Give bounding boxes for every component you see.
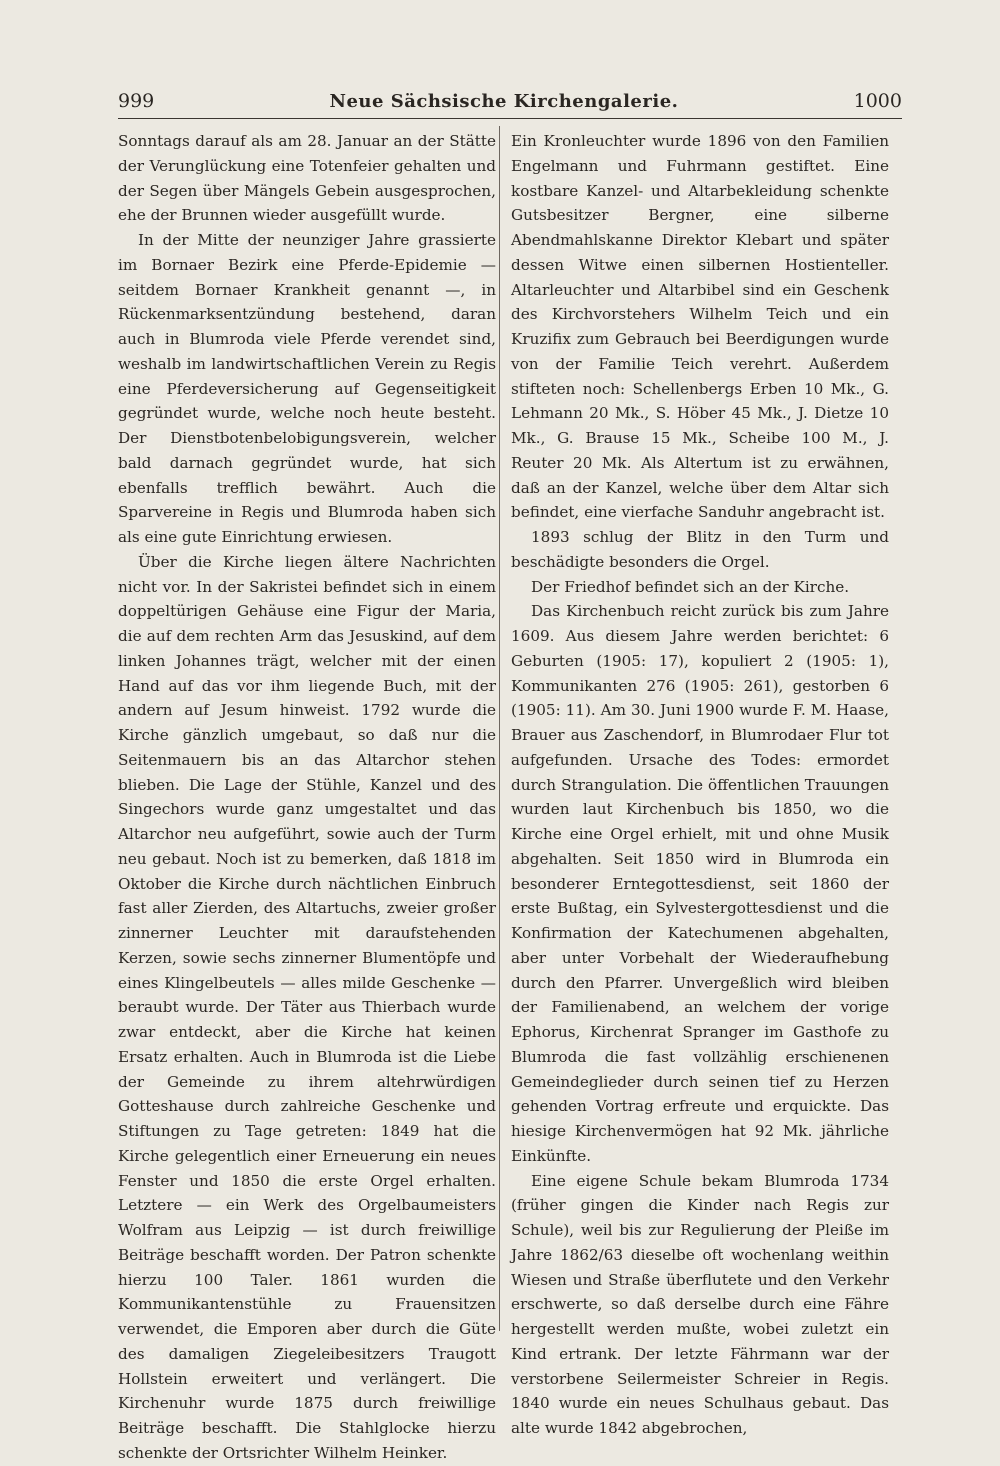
right-column: [511, 129, 889, 1441]
paragraph: Ein Kronleuchter wurde 1896 von den Familien Engelmann und Fuhrmann gestiftet. Eine kostbare Kanzel- und Altarbekleidung schenkte Gutsbesitzer Bergner, eine silberne Abendmahlskanne Direktor Klebart und später dessen Witwe einen silbernen Hostienteller. Altarleuchter und Altarbibel sind ein Geschenk des Kirchvorstehers Wilhelm Teich und ein Kruzifix zum Gebrauch bei Beerdigungen wurde von der Familie Teich verehrt. Außerdem stifteten noch: Schellenbergs Erben 10 Mk., G. Lehmann 20 Mk., S. Höber 45 Mk., J. Dietze 10 Mk., G. Brause 15 Mk., Scheibe 100 M., J. Reuter 20 Mk. Als Altertum ist zu erwähnen, daß an der Kanzel, welche über dem Altar sich befindet, eine vierfache Sanduhr angebracht ist.: [511, 132, 889, 522]
page-number-left: 999: [118, 90, 155, 112]
paragraph: Eine eigene Schule bekam Blumroda 1734 (früher gingen die Kinder nach Regis zur Schule), weil bis zur Regulierung der Pleiße im Jahre 1862/63 dieselbe oft wochenlang weithin Wiesen und Straße überflutete und den Verkehr erschwerte, so daß derselbe durch eine Fähre hergestellt werden mußte, wobei zuletzt ein Kind ertrank. Der letzte Fährmann war der verstorbene Seilermeister Schreier in Regis. 1840 wurde ein neues Schulhaus gebaut. Das alte wurde 1842 abgebrochen,: [511, 1171, 889, 1437]
column-divider: [499, 126, 500, 1331]
paragraph: 1893 schlug der Blitz in den Turm und beschädigte besonders die Orgel.: [511, 528, 889, 571]
running-header: [118, 86, 902, 116]
paragraph: Der Friedhof befindet sich an der Kirche.: [531, 577, 850, 596]
left-column: [118, 129, 496, 1466]
running-title: Neue Sächsische Kirchengalerie.: [329, 90, 679, 112]
header-rule: [118, 118, 902, 119]
paragraph: In der Mitte der neunziger Jahre grassierte im Bornaer Bezirk eine Pferde-Epidemie — seitdem Bornaer Krankheit genannt —, in Rückenmarksentzündung bestehend, daran auch in Blumroda viele Pferde verendet sind, weshalb im landwirtschaftlichen Verein zu Regis eine Pferdeversicherung auf Gegenseitigkeit gegründet wurde, welche noch heute besteht. Der Dienstbotenbelobigungsverein, welcher bald darnach gegründet wurde, hat sich ebenfalls trefflich bewährt. Auch die Sparvereine in Regis und Blumroda haben sich als eine gute Einrichtung erwiesen.: [118, 231, 496, 546]
paragraph: Über die Kirche liegen ältere Nachrichten nicht vor. In der Sakristei befindet sich in einem doppeltürigen Gehäuse eine Figur der Maria, die auf dem rechten Arm das Jesuskind, auf dem linken Johannes trägt, welcher mit der einen Hand auf das vor ihm liegende Buch, mit der andern auf Jesum hinweist. 1792 wurde die Kirche gänzlich umgebaut, so daß nur die Seitenmauern bis an das Altarchor stehen blieben. Die Lage der Stühle, Kanzel und des Singechors wurde ganz umgestaltet und das Altarchor neu aufgeführt, sowie auch der Turm neu gebaut. Noch ist zu bemerken, daß 1818 im Oktober die Kirche durch nächtlichen Einbruch fast aller Zierden, des Altartuchs, zweier großer zinnerner Leuchter mit daraufstehenden Kerzen, sowie sechs zinnerner Blumentöpfe und eines Klingelbeutels — alles milde Geschenke — beraubt wurde. Der Täter aus Thierbach wurde zwar entdeckt, aber die Kirche hat keinen Ersatz erhalten. Auch in Blumroda ist die Liebe der Gemeinde zu ihrem altehrwürdigen Gotteshause durch zahlreiche Geschenke und Stiftungen zu Tage getreten: 1849 hat die Kirche gelegentlich einer Erneuerung ein neues Fenster und 1850 die erste Orgel erhalten. Letztere — ein Werk des Orgelbaumeisters Wolfram aus Leipzig — ist durch freiwillige Beiträge beschafft worden. Der Patron schenkte hierzu 100 Taler. 1861 wurden die Kommunikantenstühle zu Frauensitzen verwendet, die Emporen aber durch die Güte des damaligen Ziegeleibesitzers Traugott Hollstein erweitert und verlängert. Die Kirchenuhr wurde 1875 durch freiwillige Beiträge beschafft. Die Stahlglocke hierzu schenkte der Ortsrichter Wilhelm Heinker.: [118, 552, 496, 1462]
paragraph: Sonntags darauf als am 28. Januar an der Stätte der Verunglückung eine Totenfeier gehalten und der Segen über Mängels Gebein ausgesprochen, ehe der Brunnen wieder ausgefüllt wurde.: [118, 132, 496, 225]
paragraph: Das Kirchenbuch reicht zurück bis zum Jahre 1609. Aus diesem Jahre werden berichtet: 6 Geburten (1905: 17), kopuliert 2 (1905: 1), Kommunikanten 276 (1905: 261), gestorben 6 (1905: 11). Am 30. Juni 1900 wurde F. M. Haase, Brauer aus Zaschendorf, in Blumrodaer Flur tot aufgefunden. Ursache des Todes: ermordet durch Strangulation. Die öffentlichen Trauungen wurden laut Kirchenbuch bis 1850, wo die Kirche eine Orgel erhielt, mit und ohne Musik abgehalten. Seit 1850 wird in Blumroda ein besonderer Erntegottesdienst, seit 1860 der erste Bußtag, ein Sylvestergottesdienst und die Konfirmation der Katechumenen abgehalten, aber unter Vorbehalt der Wiederaufhebung durch den Pfarrer. Unvergeßlich wird bleiben der Familienabend, an welchem der vorige Ephorus, Kirchenrat Spranger im Gasthofe zu Blumroda die fast vollzählig erschienenen Gemeindeglieder durch seinen tief zu Herzen gehenden Vortrag erfreute und erquickte. Das hiesige Kirchenvermögen hat 92 Mk. jährliche Einkünfte.: [511, 602, 889, 1165]
page-number-right: 1000: [853, 90, 902, 112]
